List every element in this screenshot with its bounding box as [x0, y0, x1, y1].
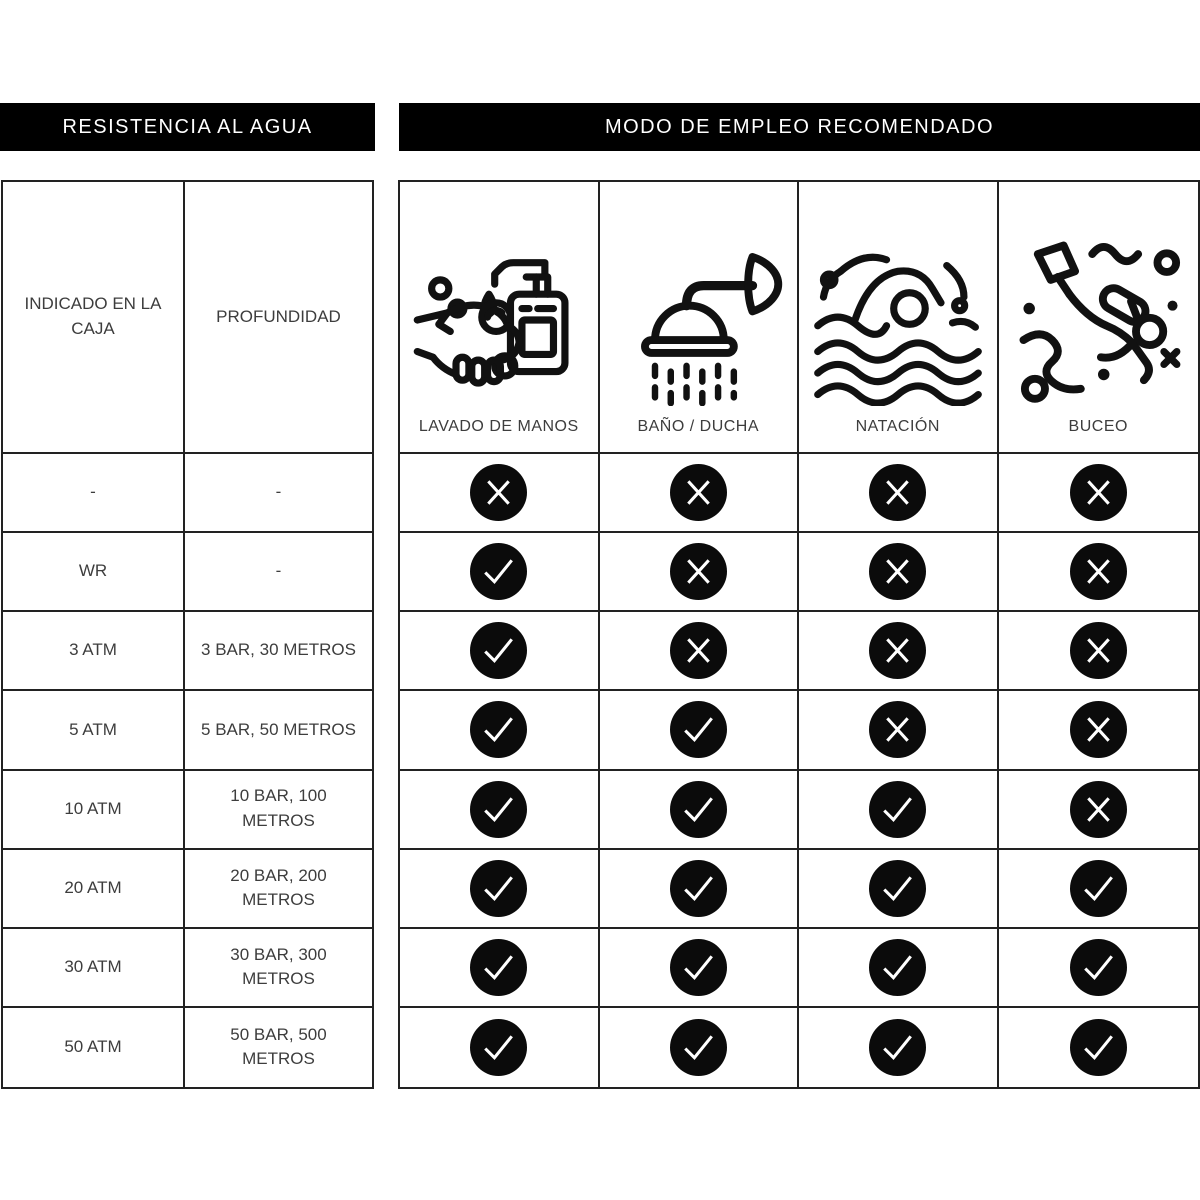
usage-mark-cell — [799, 1008, 999, 1087]
cross-mark-icon — [1070, 781, 1127, 838]
usage-matrix-table — [398, 180, 1200, 1089]
depth-cell: - — [185, 454, 372, 533]
cross-mark-icon — [670, 464, 727, 521]
check-mark-icon — [1070, 939, 1127, 996]
usage-mark-cell — [600, 454, 800, 533]
check-mark-icon — [470, 543, 527, 600]
rating-cell: - — [3, 454, 185, 533]
recommended-use-header-bar — [399, 103, 1200, 151]
usage-mark-cell — [400, 1008, 600, 1087]
rating-depth-table — [1, 180, 374, 1089]
rating-cell: 20 ATM — [3, 850, 185, 929]
check-mark-icon — [670, 860, 727, 917]
rating-cell: 3 ATM — [3, 612, 185, 691]
handwash-icon — [413, 234, 585, 406]
recommended-use-title: MODO DE EMPLEO RECOMENDADO — [604, 115, 995, 138]
cross-mark-icon — [869, 543, 926, 600]
usage-mark-cell — [400, 454, 600, 533]
rating-cell: 5 ATM — [3, 691, 185, 770]
usage-mark-cell — [400, 691, 600, 770]
check-mark-icon — [869, 1019, 926, 1076]
usage-column-label: BUCEO — [1068, 418, 1128, 435]
usage-mark-cell — [799, 850, 999, 929]
usage-mark-cell — [799, 612, 999, 691]
rating-cell: WR — [3, 533, 185, 612]
usage-column-shower — [600, 182, 800, 454]
usage-mark-cell — [400, 612, 600, 691]
usage-column-label: LAVADO DE MANOS — [418, 418, 579, 435]
usage-mark-cell — [999, 612, 1199, 691]
depth-cell: 10 BAR, 100 METROS — [185, 771, 372, 850]
check-mark-icon — [670, 781, 727, 838]
usage-mark-cell — [999, 533, 1199, 612]
check-mark-icon — [470, 1019, 527, 1076]
usage-mark-cell — [600, 612, 800, 691]
usage-mark-cell — [600, 533, 800, 612]
check-mark-icon — [670, 1019, 727, 1076]
shower-icon — [612, 234, 784, 406]
usage-column-swimming — [799, 182, 999, 454]
usage-mark-cell — [999, 771, 1199, 850]
usage-mark-cell — [999, 1008, 1199, 1087]
usage-mark-cell — [799, 929, 999, 1008]
usage-mark-cell — [600, 771, 800, 850]
swimming-icon — [812, 234, 984, 406]
cross-mark-icon — [1070, 701, 1127, 758]
column-header-indicado-en-la-caja: INDICADO EN LA CAJA — [3, 182, 185, 454]
depth-cell: - — [185, 533, 372, 612]
depth-cell: 3 BAR, 30 METROS — [185, 612, 372, 691]
usage-mark-cell — [799, 771, 999, 850]
check-mark-icon — [670, 701, 727, 758]
cross-mark-icon — [1070, 464, 1127, 521]
usage-mark-cell — [799, 533, 999, 612]
check-mark-icon — [869, 939, 926, 996]
rating-cell: 10 ATM — [3, 771, 185, 850]
usage-mark-cell — [400, 850, 600, 929]
diving-icon — [1012, 234, 1184, 406]
usage-column-label: BAÑO / DUCHA — [637, 418, 760, 435]
water-resistance-header-bar — [0, 103, 375, 151]
usage-mark-cell — [799, 454, 999, 533]
usage-mark-cell — [600, 929, 800, 1008]
rating-cell: 30 ATM — [3, 929, 185, 1008]
usage-mark-cell — [400, 929, 600, 1008]
usage-column-label: NATACIÓN — [855, 418, 940, 435]
check-mark-icon — [1070, 1019, 1127, 1076]
column-header-profundidad: PROFUNDIDAD — [185, 182, 372, 454]
usage-column-handwash — [400, 182, 600, 454]
depth-cell: 20 BAR, 200 METROS — [185, 850, 372, 929]
rating-cell: 50 ATM — [3, 1008, 185, 1087]
cross-mark-icon — [1070, 543, 1127, 600]
check-mark-icon — [670, 939, 727, 996]
usage-mark-cell — [999, 850, 1199, 929]
check-mark-icon — [470, 622, 527, 679]
water-resistance-title: RESISTENCIA AL AGUA — [62, 115, 313, 138]
usage-mark-cell — [999, 691, 1199, 770]
cross-mark-icon — [869, 622, 926, 679]
usage-mark-cell — [600, 850, 800, 929]
usage-mark-cell — [400, 771, 600, 850]
usage-mark-cell — [400, 533, 600, 612]
usage-mark-cell — [799, 691, 999, 770]
cross-mark-icon — [670, 622, 727, 679]
check-mark-icon — [869, 781, 926, 838]
usage-mark-cell — [600, 1008, 800, 1087]
usage-mark-cell — [999, 454, 1199, 533]
usage-mark-cell — [600, 691, 800, 770]
cross-mark-icon — [869, 464, 926, 521]
usage-column-diving — [999, 182, 1199, 454]
depth-cell: 5 BAR, 50 METROS — [185, 691, 372, 770]
check-mark-icon — [470, 860, 527, 917]
cross-mark-icon — [869, 701, 926, 758]
depth-cell: 30 BAR, 300 METROS — [185, 929, 372, 1008]
check-mark-icon — [869, 860, 926, 917]
cross-mark-icon — [1070, 622, 1127, 679]
usage-mark-cell — [999, 929, 1199, 1008]
check-mark-icon — [470, 701, 527, 758]
depth-cell: 50 BAR, 500 METROS — [230, 1024, 327, 1069]
cross-mark-icon — [470, 464, 527, 521]
check-mark-icon — [1070, 860, 1127, 917]
check-mark-icon — [470, 781, 527, 838]
cross-mark-icon — [670, 543, 727, 600]
check-mark-icon — [470, 939, 527, 996]
